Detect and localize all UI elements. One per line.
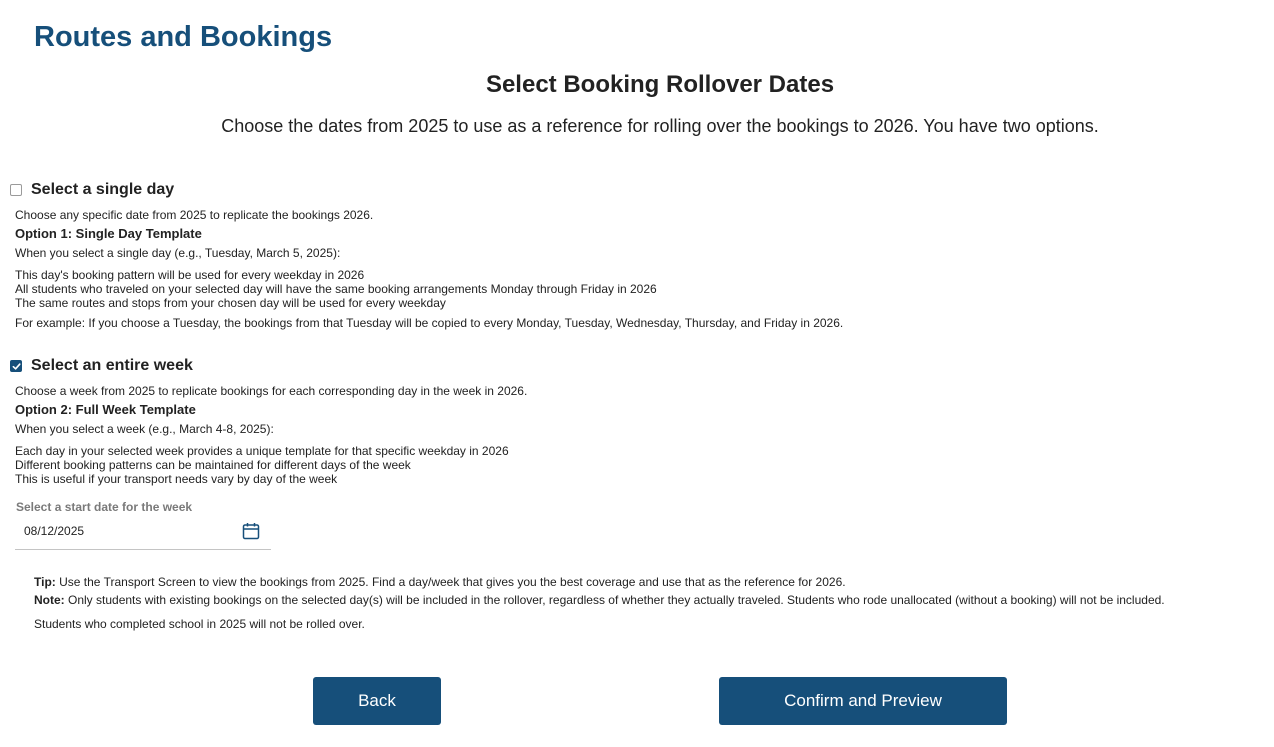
single-day-option[interactable] bbox=[10, 180, 174, 200]
entire-week-option-title: Option 2: Full Week Template bbox=[15, 402, 196, 417]
entire-week-label[interactable]: Select an entire week bbox=[31, 357, 193, 374]
confirm-and-preview-button[interactable]: Confirm and Preview bbox=[719, 677, 1007, 725]
single-day-label[interactable]: Select a single day bbox=[31, 181, 175, 198]
list-item: This day's booking pattern will be used for every weekday in 2026 bbox=[15, 268, 365, 282]
week-start-date-field[interactable] bbox=[15, 517, 271, 550]
note-label: Note: bbox=[34, 593, 65, 607]
single-day-option-title: Option 1: Single Day Template bbox=[15, 226, 202, 241]
intro-text: Choose the dates from 2025 to use as a reference for rolling over the bookings to 2026. You have two options. bbox=[221, 116, 1099, 136]
single-day-description-block bbox=[15, 208, 843, 330]
list-item: The same routes and stops from your chosen day will be used for every weekday bbox=[15, 296, 446, 310]
page-title: Routes and Bookings bbox=[34, 21, 333, 53]
list-item: This is useful if your transport needs vary by day of the week bbox=[15, 472, 338, 486]
entire-week-points bbox=[15, 444, 527, 486]
entire-week-description: Choose a week from 2025 to replicate bookings for each corresponding day in the week in 2026. bbox=[15, 384, 528, 398]
entire-week-option[interactable] bbox=[10, 356, 193, 376]
section-title: Select Booking Rollover Dates bbox=[485, 71, 835, 98]
entire-week-lead: When you select a week (e.g., March 4-8, 2025): bbox=[15, 422, 274, 436]
note-body: Only students with existing bookings on the selected day(s) will be included in the rollover, regardless of whether they actually traveled. Students who rode unallocated (without a booking) will not be included. bbox=[64, 593, 1165, 607]
entire-week-checkbox[interactable] bbox=[10, 360, 22, 372]
tip-body: Use the Transport Screen to view the bookings from 2025. Find a day/week that gives you the best coverage and use that as the reference for 2026. bbox=[55, 575, 846, 589]
note-text bbox=[34, 593, 1165, 607]
week-start-date-label: Select a start date for the week bbox=[16, 500, 193, 514]
list-item: Different booking patterns can be maintained for different days of the week bbox=[15, 458, 411, 472]
check-icon bbox=[12, 362, 21, 371]
tip-label: Tip: bbox=[34, 575, 56, 589]
single-day-description: Choose any specific date from 2025 to replicate the bookings 2026. bbox=[15, 208, 374, 222]
back-button[interactable]: Back bbox=[313, 677, 441, 725]
entire-week-description-block bbox=[15, 384, 527, 486]
tip-text bbox=[34, 575, 1165, 589]
week-start-date-input[interactable]: 08/12/2025 bbox=[24, 524, 85, 538]
completed-note: Students who completed school in 2025 will not be rolled over. bbox=[34, 617, 365, 631]
calendar-icon[interactable] bbox=[242, 522, 260, 540]
notes-block bbox=[34, 575, 1165, 631]
single-day-example: For example: If you choose a Tuesday, the bookings from that Tuesday will be copied to every Monday, Tuesday, Wednesday, Thursday, and Friday in 2026. bbox=[15, 316, 844, 330]
list-item: Each day in your selected week provides a unique template for that specific weekday in 2026 bbox=[15, 444, 509, 458]
single-day-checkbox[interactable] bbox=[10, 184, 22, 196]
single-day-lead: When you select a single day (e.g., Tuesday, March 5, 2025): bbox=[15, 246, 341, 260]
list-item: All students who traveled on your selected day will have the same booking arrangements Monday through Friday in 2026 bbox=[15, 282, 657, 296]
single-day-points bbox=[15, 268, 843, 310]
